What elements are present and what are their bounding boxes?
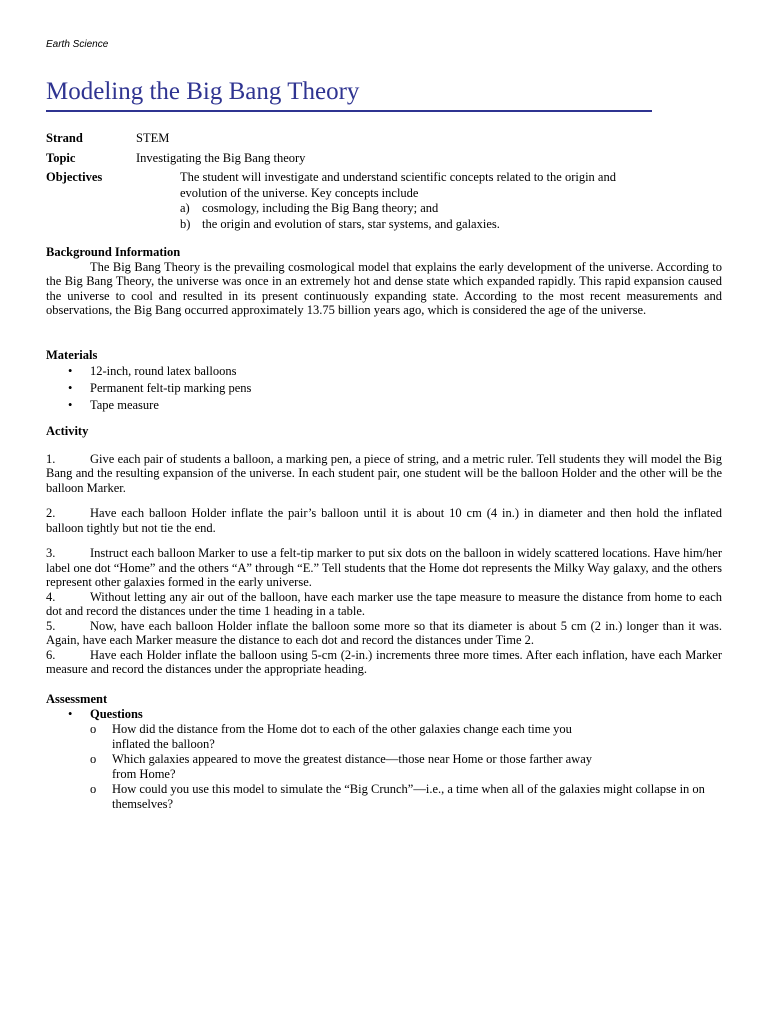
step-number: 4.: [46, 589, 56, 604]
objective-item: [180, 217, 640, 233]
background-heading: Background Information: [46, 245, 181, 259]
topic-label: Topic: [46, 150, 76, 165]
question-item: [68, 782, 722, 811]
question-text: Which galaxies appeared to move the greatest distance—those near Home or those farther away from Home?: [112, 752, 593, 781]
objectives-content: [180, 170, 640, 232]
circle-bullet-icon: o: [90, 752, 97, 766]
objective-text: cosmology, including the Big Bang theory; and: [202, 201, 439, 215]
background-text: The Big Bang Theory is the prevailing cosmological model that explains the early development of the universe. According to the Big Bang Theory, the universe was once in an extremely hot and dense state which expanded rapidly. This rapid expansion caused the universe to cool and resulted in its present continuously expanding state. According to the most recent measurements and observations, the Big Bang occurred approximately 13.75 billion years ago, which is considered the age of the universe.: [46, 259, 722, 317]
step-number: 5.: [46, 618, 56, 633]
question-text: How could you use this model to simulate the “Big Crunch”—i.e., a time when all of the galaxies might collapse in on themselves?: [112, 782, 705, 811]
activity-step: [46, 546, 722, 590]
step-number: 2.: [46, 506, 56, 520]
step-number: 3.: [46, 546, 56, 560]
step-number: 1.: [46, 451, 56, 466]
bullet-icon: •: [68, 397, 73, 412]
step-number: 6.: [46, 647, 56, 662]
question-item: [68, 722, 722, 751]
step-text: Now, have each balloon Holder inflate the balloon some more so that its diameter is about 5 cm (2 in.) longer than it was. Again, have each Marker measure the distance to each dot and record the distances under Time 2.: [46, 618, 722, 647]
objectives-list: [180, 201, 640, 232]
assessment-section: [46, 692, 722, 811]
activity-step: [46, 452, 722, 496]
bullet-icon: •: [68, 706, 73, 721]
step-text: Have each balloon Holder inflate the pair’s balloon until it is about 10 cm (4 in.) in diameter and then hold the inflated balloon tightly but not tie the end.: [46, 506, 722, 535]
topic-row: [46, 151, 722, 167]
list-item: [46, 380, 722, 397]
material-text: 12-inch, round latex balloons: [90, 363, 237, 378]
material-text: Permanent felt-tip marking pens: [90, 380, 252, 395]
circle-bullet-icon: o: [90, 782, 97, 796]
list-item: [46, 363, 722, 380]
step-text: Without letting any air out of the balloon, have each marker use the tape measure to measure the distance from home to each dot and record the distances under the time 1 heading in a table.: [46, 589, 722, 618]
questions-label: Questions: [90, 706, 143, 721]
question-item: [68, 752, 722, 781]
activity-step: [46, 590, 722, 619]
subject-label: Earth Science: [46, 39, 109, 50]
circle-bullet-icon: o: [90, 722, 97, 736]
topic-value: Investigating the Big Bang theory: [136, 150, 306, 165]
bullet-icon: •: [68, 380, 73, 395]
objectives-row: [46, 170, 722, 232]
objectives-label: Objectives: [46, 170, 103, 184]
title-divider: [46, 110, 652, 112]
objective-item: [180, 201, 640, 217]
material-text: Tape measure: [90, 397, 159, 412]
step-text: Have each Holder inflate the balloon using 5-cm (2-in.) increments three more times. After each inflation, have each Marker measure and record the distances under the appropriate heading.: [46, 647, 722, 676]
objective-marker: a): [180, 201, 190, 215]
activity-section: [46, 424, 722, 677]
materials-list: [46, 363, 722, 414]
strand-value: STEM: [136, 131, 170, 145]
step-text: Instruct each balloon Marker to use a felt-tip marker to put six dots on the balloon in widely scattered locations. Have him/her label one dot “Home” and the others “A” through “E.” Tell students that the Home dot represents the Milky Way galaxy, and the others represent other galaxies formed in the early universe.: [46, 546, 722, 589]
assessment-heading: Assessment: [46, 692, 108, 706]
strand-label: Strand: [46, 131, 83, 145]
list-item: [46, 707, 722, 722]
questions-list: [46, 722, 722, 811]
step-text: Give each pair of students a balloon, a marking pen, a piece of string, and a metric ruler. Tell students they will model the Big Bang and the resulting expansion of the universe. In each student pair, one student will be the balloon Holder and the other will be the balloon Marker.: [46, 451, 722, 495]
objective-text: the origin and evolution of stars, star systems, and galaxies.: [202, 216, 500, 231]
bullet-icon: •: [68, 363, 73, 378]
materials-section: [46, 348, 722, 414]
activity-step: [46, 619, 722, 648]
background-section: [46, 245, 722, 318]
list-item: [46, 397, 722, 414]
lesson-meta: [46, 131, 722, 232]
assessment-list: [46, 707, 722, 722]
activity-heading: Activity: [46, 424, 89, 438]
activity-step: [46, 506, 722, 535]
materials-heading: Materials: [46, 348, 98, 362]
question-text: How did the distance from the Home dot to each of the other galaxies change each time you inflated the balloon?: [112, 722, 572, 751]
activity-step: [46, 648, 722, 677]
page-title: Modeling the Big Bang Theory: [46, 78, 360, 105]
objective-marker: b): [180, 216, 191, 231]
objectives-intro: The student will investigate and understand scientific concepts related to the origin and evolution of the universe. Key concepts include: [180, 170, 616, 200]
strand-row: [46, 131, 722, 147]
